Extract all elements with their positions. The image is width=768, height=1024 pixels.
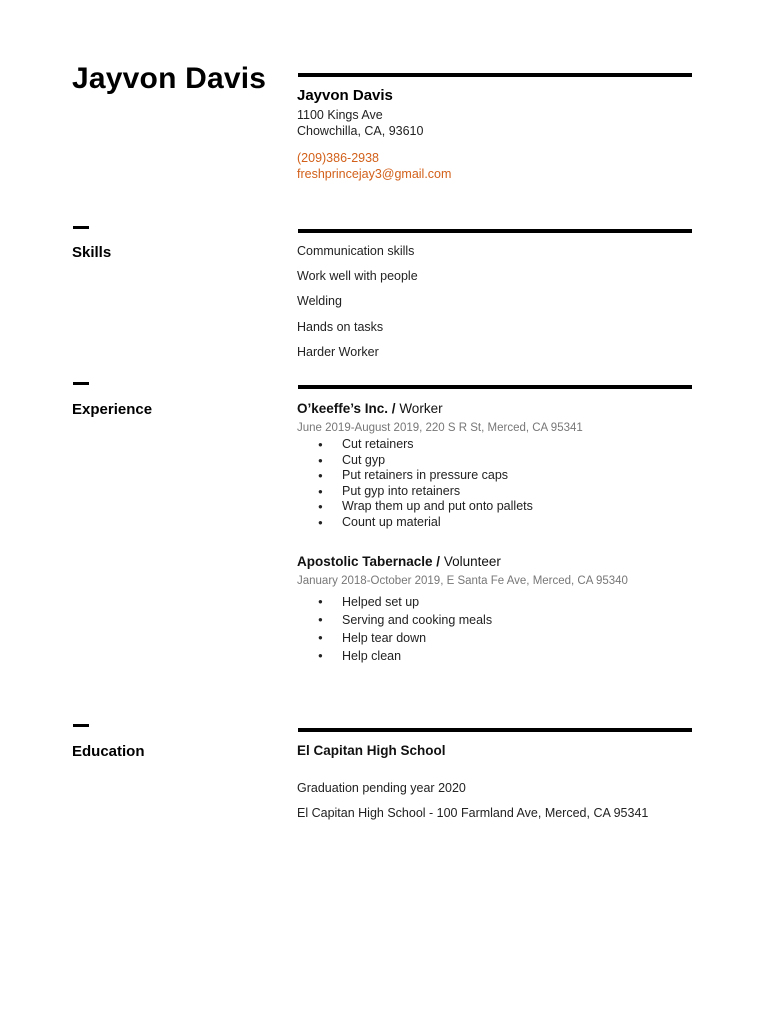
job-organization: Apostolic Tabernacle /: [297, 554, 441, 569]
duty-item: ● Help clean: [318, 647, 628, 665]
duty-item: ● Serving and cooking meals: [318, 611, 628, 629]
job-role: Volunteer: [443, 554, 501, 569]
duty-item: ● Cut retainers: [318, 437, 583, 453]
section-marker: [73, 724, 89, 727]
skill-item: Work well with people: [297, 269, 418, 284]
skills-list: [297, 239, 418, 365]
job-title: [297, 553, 628, 571]
skill-item: Harder Worker: [297, 344, 379, 359]
email-link[interactable]: freshprincejay3@gmail.com: [297, 166, 452, 181]
contact-name: Jayvon Davis: [297, 87, 393, 104]
job-dates-location: June 2019-August 2019, 220 S R St, Merced, CA 95341: [297, 422, 583, 434]
duty-item: ● Count up material: [318, 515, 583, 531]
education-block: [297, 743, 648, 826]
section-divider: [298, 385, 692, 389]
duty-item: ● Put gyp into retainers: [318, 484, 583, 500]
section-divider: [298, 728, 692, 732]
duty-item: ● Cut gyp: [318, 453, 583, 469]
duty-item: ● Help tear down: [318, 629, 628, 647]
resume-name: Jayvon Davis: [72, 62, 267, 95]
job-dates-location: January 2018-October 2019, E Santa Fe Ave, Merced, CA 95340: [297, 575, 628, 587]
experience-heading: Experience: [72, 401, 153, 418]
job-role: Worker: [399, 401, 443, 416]
school-name: El Capitan High School: [297, 743, 446, 758]
job-entry: [297, 400, 583, 531]
section-divider: [298, 73, 692, 77]
address-line-1: 1100 Kings Ave: [297, 108, 383, 122]
education-heading: Education: [72, 743, 145, 760]
job-entry: [297, 553, 628, 665]
job-duties: [318, 593, 628, 665]
skills-heading: Skills: [72, 244, 112, 261]
education-detail: El Capitan High School - 100 Farmland Ave, Merced, CA 95341: [297, 806, 649, 820]
job-title: [297, 400, 583, 418]
phone-link[interactable]: (209)386-2938: [297, 151, 380, 165]
skill-item: Communication skills: [297, 244, 415, 258]
contact-block: [297, 87, 451, 182]
section-marker: [73, 382, 89, 385]
job-organization: O’keeffe’s Inc. /: [297, 401, 396, 416]
duty-item: ● Helped set up: [318, 593, 628, 611]
duty-item: ● Wrap them up and put onto pallets: [318, 499, 583, 515]
section-marker: [73, 226, 89, 229]
skill-item: Welding: [297, 294, 342, 309]
section-divider: [298, 229, 692, 233]
address-line-2: Chowchilla, CA, 93610: [297, 123, 424, 138]
education-detail: Graduation pending year 2020: [297, 781, 466, 795]
duty-item: ● Put retainers in pressure caps: [318, 468, 583, 484]
skill-item: Hands on tasks: [297, 319, 384, 334]
job-duties: [318, 437, 583, 531]
